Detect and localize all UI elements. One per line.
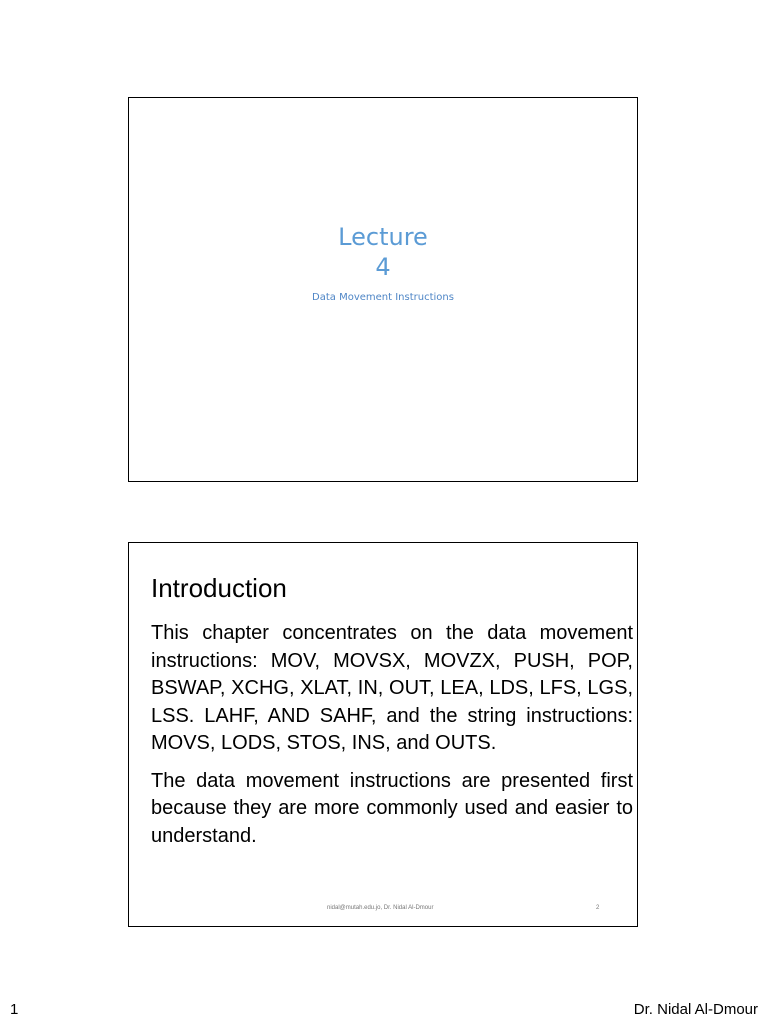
page-number: 1	[10, 1001, 19, 1018]
paragraph-1: This chapter concentrates on the data movement instructions: MOV, MOVSX, MOVZX, PUSH, POP, BSWAP, XCHG, XLAT, IN, OUT, LEA, LDS, LFS, LGS, LSS. LAHF, AND SAHF, and the string instructions: MOVS, LODS, STOS, INS, and OUTS.	[151, 622, 633, 754]
slide-1	[128, 97, 638, 482]
lecture-title: Lecture	[338, 223, 428, 251]
slide-footer: nidal@mutah.edu.jo, Dr. Nidal Al-Dmour	[327, 905, 434, 911]
lecture-number: 4	[375, 253, 391, 281]
title-block	[129, 222, 637, 303]
lecture-subtitle: Data Movement Instructions	[312, 292, 454, 303]
page-author: Dr. Nidal Al-Dmour	[633, 1001, 758, 1018]
slide-title: Introduction	[151, 573, 287, 603]
slide-body	[151, 620, 633, 860]
paragraph-2: The data movement instructions are presented first because they are more commonly used and easier to understand.	[151, 769, 633, 847]
slide-number: 2	[596, 905, 600, 911]
slide-2	[128, 542, 638, 927]
